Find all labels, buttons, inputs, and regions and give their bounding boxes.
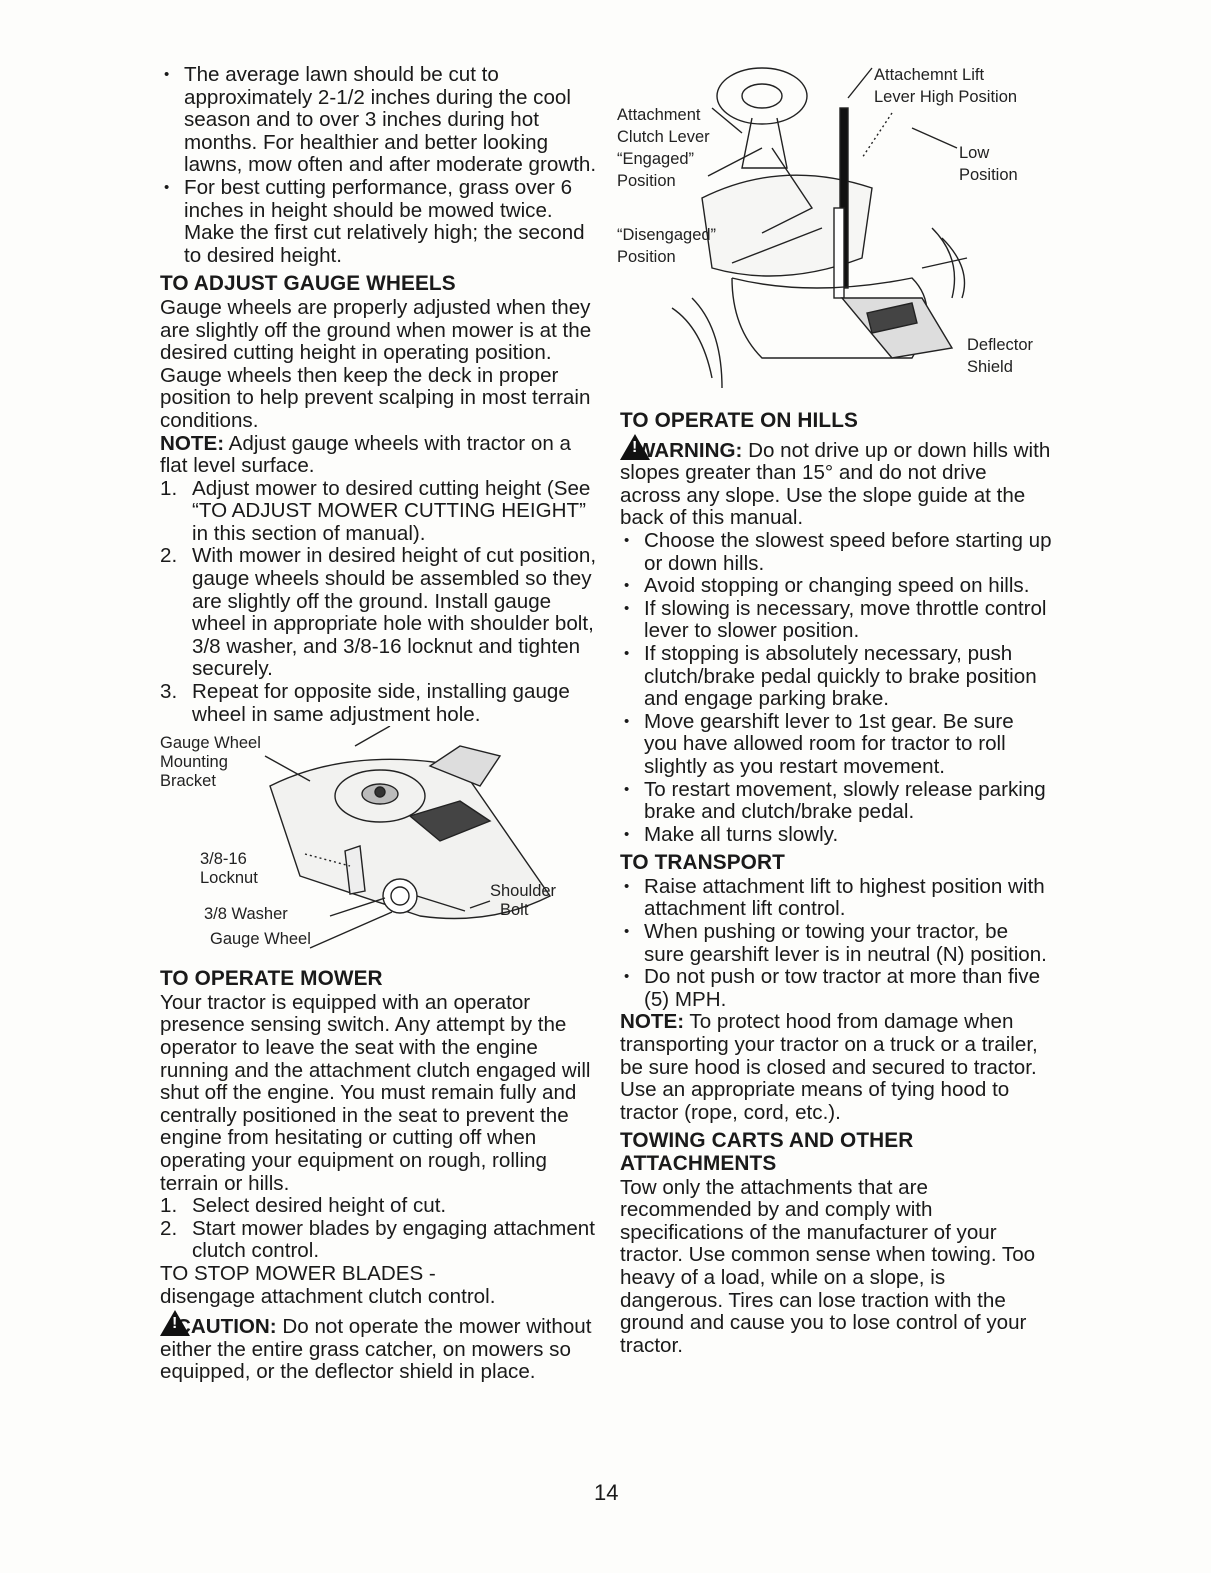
- note-label: NOTE:: [620, 1010, 685, 1034]
- gauge-step: [160, 545, 598, 681]
- figure-label: Bracket: [160, 772, 216, 791]
- hills-bullet: • Choose the slowest speed before starting up or down hills.: [620, 530, 1052, 575]
- intro-bullet: • The average lawn should be cut to approximately 2-1/2 inches during the cool season and to over 3 inches during hot months. For healthier and better looking lawns, mow often and after moderate growth.: [160, 64, 598, 177]
- figure-label: Locknut: [200, 869, 258, 888]
- figure-label: “Engaged”: [617, 150, 695, 168]
- figure-label: Gauge Wheel: [210, 930, 311, 949]
- figure-label: Bolt: [500, 901, 529, 920]
- step-text: Start mower blades by engaging attachment clutch control.: [192, 1216, 595, 1263]
- transport-note: [620, 1011, 1052, 1124]
- figure-label: “Disengaged”: [617, 226, 717, 244]
- attachment-lift-illustration: [612, 58, 1052, 398]
- hills-bullet: • If slowing is necessary, move throttle control lever to slower position.: [620, 598, 1052, 643]
- caution-text: Do not operate the mower without either the entire grass catcher, on mowers so equipped, or the deflector shield in place.: [160, 1315, 592, 1384]
- figure-label: Shield: [967, 358, 1013, 376]
- step-text: Adjust mower to desired cutting height (See “TO ADJUST MOWER CUTTING HEIGHT” in this section of manual).: [192, 476, 591, 545]
- intro-bullet-list: [160, 64, 598, 267]
- note-text: Adjust gauge wheels with tractor on a flat level surface.: [160, 431, 571, 478]
- figure-label: Mounting: [160, 753, 228, 772]
- operate-step: [160, 1218, 598, 1263]
- caution-label: CAUTION:: [176, 1315, 277, 1339]
- transport-bullet-list: [620, 876, 1052, 1012]
- figure-label: Position: [617, 172, 676, 190]
- figure-label: 3/8 Washer: [204, 905, 288, 924]
- step-number: 2.: [160, 1216, 178, 1240]
- step-number: 1.: [160, 476, 178, 500]
- gauge-step: [160, 478, 598, 546]
- gauge-step: [160, 681, 598, 726]
- note-text: To protect hood from damage when transporting your tractor on a truck or a trailer, be sure hood is closed and secured to tractor. Use an appropriate means of tying hood to tractor (rope, cord, etc.).: [620, 1010, 1038, 1124]
- warning-icon: [620, 434, 650, 460]
- attachment-lift-figure: [612, 58, 1052, 398]
- hills-bullet-list: [620, 530, 1052, 846]
- gauge-wheels-paragraph: Gauge wheels are properly adjusted when they are slightly off the ground when mower is at the desired cutting height in operating position. Gauge wheels then keep the deck in proper position to help prevent scalping in most terrain conditions.: [160, 295, 592, 432]
- operate-mower-paragraph: Your tractor is equipped with an operator presence sensing switch. Any attempt by the operator to leave the seat with the engine running and the attachment clutch engaged will shut off the engine. You must remain fully and centrally positioned in the seat to prevent the engine from hesitating or cutting off when operating your equipment on rough, rolling terrain or hills.: [160, 990, 591, 1195]
- step-number: 2.: [160, 544, 178, 568]
- towing-paragraph: Tow only the attachments that are recommended by and comply with specifications of the manufacturer of your tractor. Use common sense when towing. Too heavy of a load, while on a slope, is dangerous. Tires can lose traction with the ground and cause you to lose control of your tractor.: [620, 1175, 1036, 1357]
- step-text: Repeat for opposite side, installing gauge wheel in same adjustment hole.: [192, 680, 570, 726]
- figure-label: 3/8-16: [200, 850, 247, 869]
- step-text: Select desired height of cut.: [192, 1194, 447, 1218]
- hills-bullet: • To restart movement, slowly release parking brake and clutch/brake pedal.: [620, 779, 1052, 824]
- hills-bullet: • Make all turns slowly.: [620, 824, 1052, 847]
- stop-blades-line: TO STOP MOWER BLADES -: [160, 1261, 436, 1285]
- transport-bullet: • Do not push or tow tractor at more than five (5) MPH.: [620, 966, 1052, 1011]
- operate-step: [160, 1195, 598, 1218]
- figure-label: Position: [959, 166, 1018, 184]
- figure-label: Low: [959, 144, 990, 162]
- figure-label: Lever High Position: [874, 88, 1018, 106]
- operate-mower-heading: TO OPERATE MOWER: [160, 967, 383, 991]
- hills-bullet: • If stopping is absolutely necessary, push clutch/brake pedal quickly to brake position and engage parking brake.: [620, 643, 1052, 711]
- stop-blades-instruction: disengage attachment clutch control.: [160, 1284, 496, 1308]
- figure-label: Position: [617, 248, 676, 266]
- gauge-wheels-heading: TO ADJUST GAUGE WHEELS: [160, 272, 456, 296]
- warning-label: WARNING:: [636, 438, 743, 462]
- intro-bullet: • For best cutting performance, grass over 6 inches in height should be mowed twice. Make the first cut relatively high; the second to desired height.: [160, 177, 598, 267]
- step-text: With mower in desired height of cut position, gauge wheels should be assembled so they are slightly off the ground. Install gauge wheel in appropriate hole with shoulder bolt, 3/8 washer, and 3/8-16 locknut and tighten securely.: [192, 544, 597, 681]
- figure-label: Attachemnt Lift: [874, 66, 985, 84]
- figure-label: Shoulder: [490, 882, 557, 901]
- hills-bullet: • Avoid stopping or changing speed on hills.: [620, 575, 1052, 598]
- figure-label: Clutch Lever: [617, 128, 710, 146]
- step-number: 3.: [160, 680, 178, 704]
- warning-text: Do not drive up or down hills with slopes greater than 15° and do not drive across any slope. Use the slope guide at the back of this manual.: [620, 438, 1051, 530]
- caution-icon: [160, 1310, 190, 1336]
- gauge-wheels-note: [160, 433, 598, 478]
- transport-bullet: • When pushing or towing your tractor, be sure gearshift lever is in neutral (N) position.: [620, 921, 1052, 966]
- note-label: NOTE:: [160, 431, 225, 455]
- figure-label: Gauge Wheel: [160, 734, 261, 753]
- step-number: 1.: [160, 1194, 178, 1218]
- hills-heading: TO OPERATE ON HILLS: [620, 409, 858, 432]
- gauge-wheel-figure: [160, 726, 598, 962]
- hills-bullet: • Move gearshift lever to 1st gear. Be sure you have allowed room for tractor to roll slightly as you restart movement.: [620, 711, 1052, 779]
- transport-heading: TO TRANSPORT: [620, 851, 785, 875]
- figure-label: Attachment: [617, 106, 701, 124]
- right-column: [620, 404, 1052, 1357]
- operate-steps-list: [160, 1195, 598, 1263]
- towing-heading: TOWING CARTS AND OTHER ATTACHMENTS: [620, 1129, 914, 1175]
- page-number: 14: [594, 1480, 619, 1505]
- gauge-wheel-illustration: [160, 726, 598, 962]
- figure-label: Deflector: [967, 336, 1034, 354]
- warning-paragraph: [620, 434, 1052, 530]
- left-column: [160, 64, 598, 1384]
- transport-bullet: • Raise attachment lift to highest position with attachment lift control.: [620, 876, 1052, 921]
- gauge-steps-list: [160, 478, 598, 727]
- caution-paragraph: [160, 1310, 598, 1384]
